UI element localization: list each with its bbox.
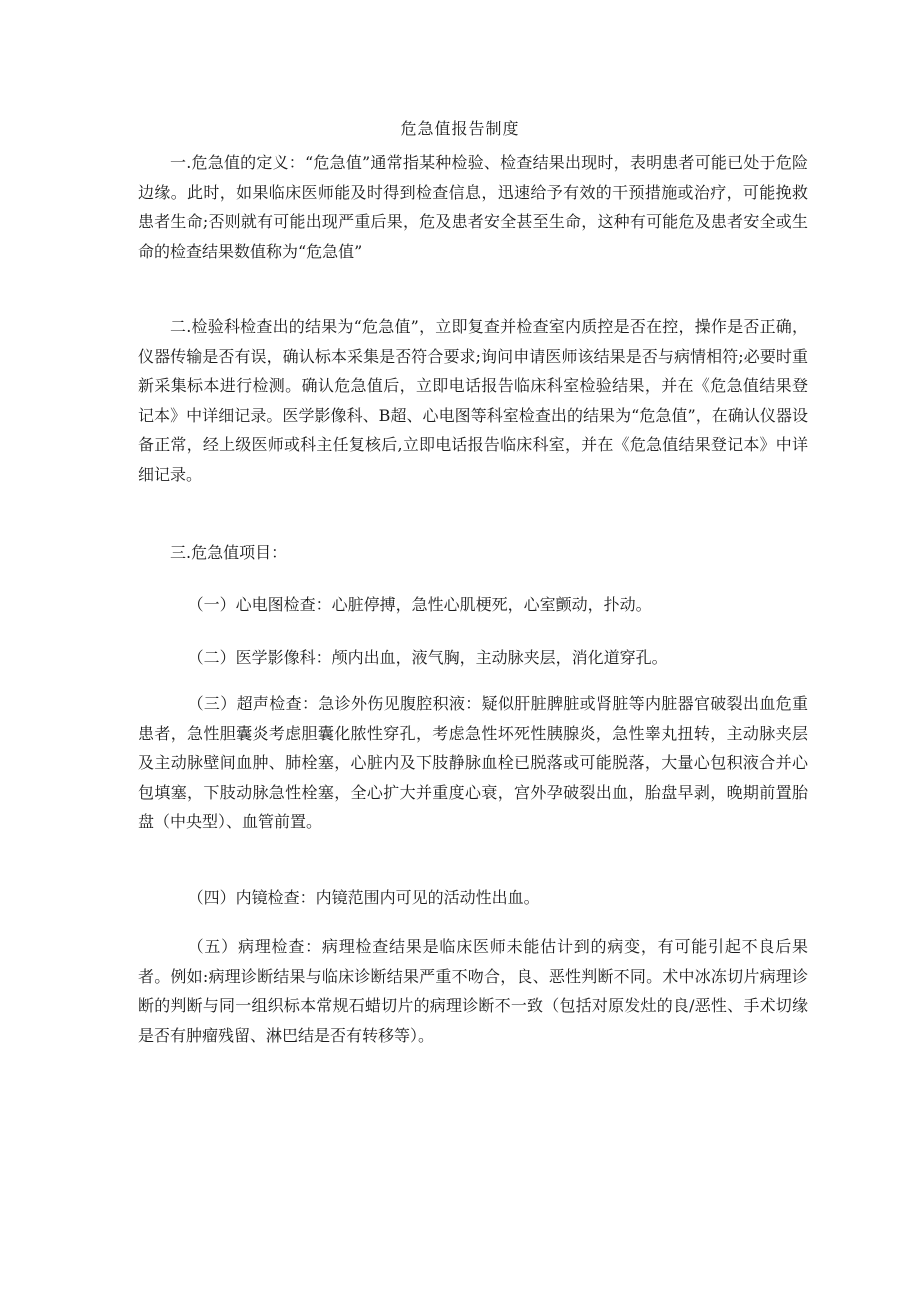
section-definition: 一.危急值的定义：“危急值”通常指某种检验、检查结果出现时，表明患者可能已处于危险边缘。此时，如果临床医师能及时得到检查信息，迅速给予有效的干预措施或治疗，可能挽救患者生命;否则就有可能出现严重后果，危及患者安全甚至生命，这种有可能危及患者安全或生命的检查结果数值称为“危急值”: [138, 153, 808, 261]
document-title: 危急值报告制度: [400, 119, 520, 138]
item-imaging: （二）医学影像科：颅内出血，液气胸，主动脉夹层，消化道穿孔。: [187, 648, 668, 667]
item-pathology: （五）病理检查：病理检查结果是临床医师未能估计到的病变，有可能引起不良后果者。例如:病理诊断结果与临床诊断结果严重不吻合，良、恶性判断不同。术中冰冻切片病理诊断的判断与同一组织标本常规石蜡切片的病理诊断不一致（包括对原发灶的良/恶性、手术切缘是否有肿瘤残留、淋巴结是否有转移等）。: [138, 937, 808, 1045]
item-ecg: （一）心电图检查：心脏停搏，急性心肌梗死，心室颤动，扑动。: [187, 595, 652, 614]
item-endoscopy: （四）内镜检查：内镜范围内可见的活动性出血。: [187, 888, 540, 907]
section-lab-procedure: 二.检验科检查出的结果为“危急值”，立即复查并检查室内质控是否在控，操作是否正确，仪器传输是否有误，确认标本采集是否符合要求;询问申请医师该结果是否与病情相符;必要时重新采集标本进行检测。确认危急值后，立即电话报告临床科室检验结果，并在《危急值结果登记本》中详细记录。医学影像科、B超、心电图等科室检查出的结果为“危急值”，在确认仪器设备正常，经上级医师或科主任复核后,立即电话报告临床科室，并在《危急值结果登记本》中详细记录。: [138, 317, 808, 484]
item-ultrasound: （三）超声检查：急诊外伤见腹腔积液：疑似肝脏脾脏或肾脏等内脏器官破裂出血危重患者，急性胆囊炎考虑胆囊化脓性穿孔，考虑急性坏死性胰腺炎，急性睾丸扭转，主动脉夹层及主动脉壁间血肿、肺栓塞，心脏内及下肢静脉血栓已脱落或可能脱落，大量心包积液合并心包填塞，下肢动脉急性栓塞，全心扩大并重度心衰，宫外孕破裂出血，胎盘早剥，晚期前置胎盘（中央型）、血管前置。: [138, 694, 808, 831]
section-items-heading: 三.危急值项目：: [170, 543, 288, 562]
